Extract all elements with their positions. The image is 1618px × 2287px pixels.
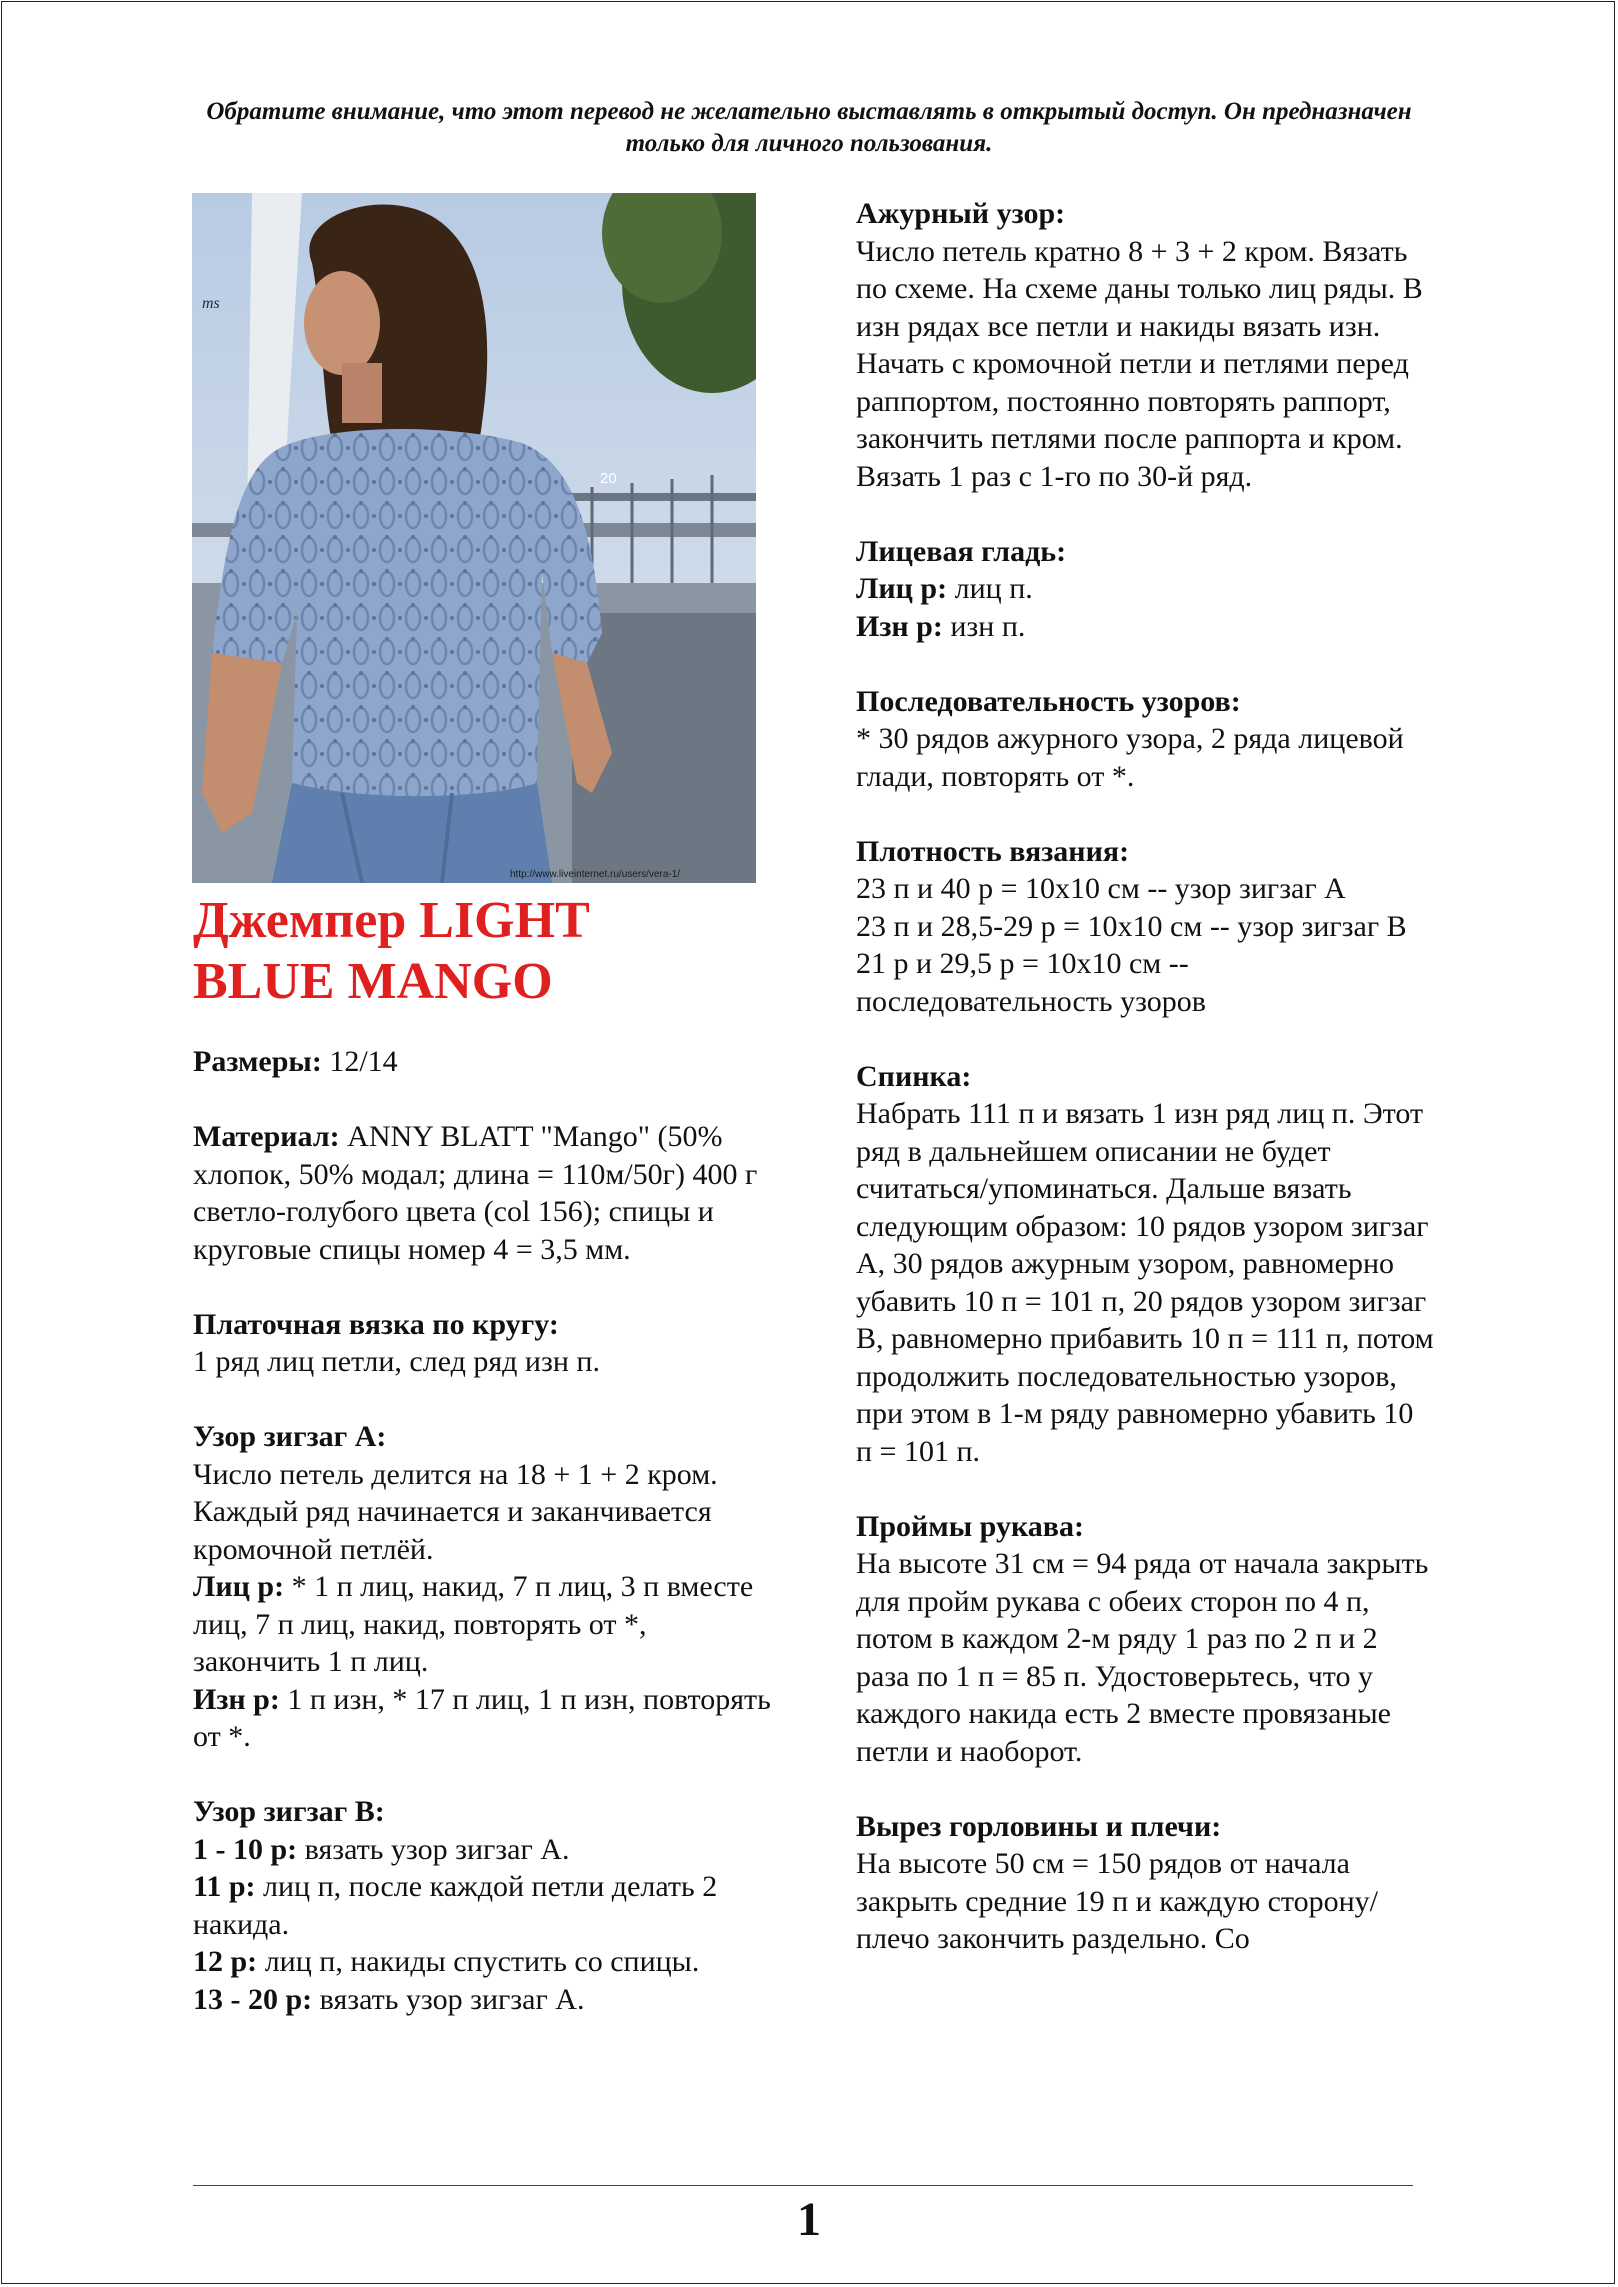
model-photo [192,193,756,883]
material-label: Материал: [193,1120,340,1153]
stockinette-rs-label: Лиц р: [856,572,948,605]
zigzag-b-row1 [193,1831,773,1869]
photo-watermark: http://www.liveinternet.ru/users/vera-1/ [510,869,681,880]
garter-text: 1 ряд лиц петли, след ряд изн п. [193,1345,600,1378]
garter-heading: Платочная вязка по кругу: [193,1307,559,1341]
zigzag-a-ws [193,1681,773,1756]
zigzag-b-row1-text: вязать узор зигзаг А. [304,1832,570,1866]
pattern-title: Джемпер LIGHT BLUE MANGO [193,892,589,1010]
material-paragraph [193,1118,773,1268]
neck-heading: Вырез горловины и плечи: [856,1809,1222,1843]
zigzag-a-heading: Узор зигзаг А: [193,1420,387,1453]
gauge-heading: Плотность вязания: [856,834,1130,868]
zigzag-b-row2 [193,1868,773,1943]
zigzag-b-row4-text: вязать узор зигзаг А. [319,1982,585,2016]
zigzag-b-row2-label: 11 р: [193,1870,256,1903]
gauge-line-2: 23 п и 28,5-29 р = 10х10 см -- узор зигзаг В [856,909,1407,943]
gauge-line-3: 21 р и 29,5 р = 10х10 см -- последовательность узоров [856,947,1206,1018]
stockinette-rs [856,570,1436,608]
sizes-line [193,1043,773,1081]
back-text: Набрать 111 п и вязать 1 изн ряд лиц п. Этот ряд в дальнейшем описании не будет считаться/упоминаться. Дальше вязать следующим образом: 10 рядов узором зигзаг А, 30 рядов ажурным узором, равномерно убавить 10 п = 101 п, 20 рядов узором зигзаг В, равномерно прибавить 10 п = 111 п, потом продолжить последовательностью узоров, при этом в 1-м ряду равномерно убавить 10 п = 101 п. [856,1097,1434,1468]
left-column [193,1043,773,2018]
usage-notice: Обратите внимание, что этот перевод не желательно выставлять в открытый доступ. Он предназначен только для личного пользования. [206,98,1412,157]
zigzag-a-ws-label: Изн р: [193,1682,280,1716]
photo-page-label: 20 [600,470,617,487]
zigzag-b-row1-label: 1 - 10 р: [193,1832,298,1866]
armhole-text: На высоте 31 см = 94 ряда от начала закрыть для пройм рукава с обеих сторон по 4 п, потом в каждом 2-м ряду 1 раз по 2 п и 2 раза по 1 п = 85 п. Удостоверьтесь, что у каждого накида есть 2 вместе провязаные петли и наоборот. [856,1547,1429,1768]
sizes-value: 12/14 [329,1045,398,1078]
stockinette-rs-text: лиц п. [954,572,1033,605]
page-number: 1 [797,2193,821,2246]
zigzag-b-row2-text: лиц п, после каждой петли делать 2 накида. [193,1870,718,1941]
zigzag-a-text: Число петель делится на 18 + 1 + 2 кром. Каждый ряд начинается и заканчивается кромочной петлёй. [193,1457,718,1566]
armhole-heading: Проймы рукава: [856,1509,1084,1543]
zigzag-b-heading: Узор зигзаг В: [193,1795,385,1828]
zigzag-a-rs [193,1568,773,1681]
neck-text: На высоте 50 см = 150 рядов от начала закрыть средние 19 п и каждую сторону/плечо закончить раздельно. Со [856,1847,1378,1955]
back-heading: Спинка: [856,1059,972,1093]
stockinette-ws-label: Изн р: [856,609,943,643]
sequence-heading: Последовательность узоров: [856,684,1241,718]
zigzag-a-ws-text: 1 п изн, * 17 п лиц, 1 п изн, повторять от *. [193,1682,771,1753]
footer-rule [193,2185,1413,2186]
right-column [856,195,1436,1958]
stockinette-ws-text: изн п. [950,609,1026,643]
sequence-text: * 30 рядов ажурного узора, 2 ряда лицевой глади, повторять от *. [856,722,1404,793]
stockinette-heading: Лицевая гладь: [856,534,1067,568]
gauge-line-1: 23 п и 40 р = 10х10 см -- узор зигзаг А [856,872,1346,905]
zigzag-b-row3-label: 12 р: [193,1945,258,1978]
material-value: ANNY BLATT "Mango" (50% хлопок, 50% модал; длина = 110м/50г) 400 г светло-голубого цвета (col 156); спицы и круговые спицы номер 4 = 3,5 мм. [193,1120,758,1266]
zigzag-b-row3 [193,1943,773,1981]
photo-signature: ms [202,295,220,312]
zigzag-b-row4 [193,1981,773,2019]
zigzag-a-rs-label: Лиц р: [193,1570,285,1603]
zigzag-b-row4-label: 13 - 20 р: [193,1982,313,2016]
lace-heading: Ажурный узор: [856,197,1066,230]
zigzag-a-rs-text: * 1 п лиц, накид, 7 п лиц, 3 п вместе лиц, 7 п лиц, накид, повторять от *, закончить 1 п лиц. [193,1570,754,1678]
sizes-label: Размеры: [193,1045,322,1078]
lace-text: Число петель кратно 8 + 3 + 2 кром. Вязать по схеме. На схеме даны только лиц ряды. В изн рядах все петли и накиды вязать изн. Начать с кромочной петли и петлями перед раппортом, постоянно повторять раппорт, закончить петлями после раппорта и кром. Вязать 1 раз с 1-го по 30-й ряд. [856,234,1423,493]
zigzag-b-row3-text: лиц п, накиды спустить со спицы. [264,1945,700,1978]
stockinette-ws [856,608,1436,646]
